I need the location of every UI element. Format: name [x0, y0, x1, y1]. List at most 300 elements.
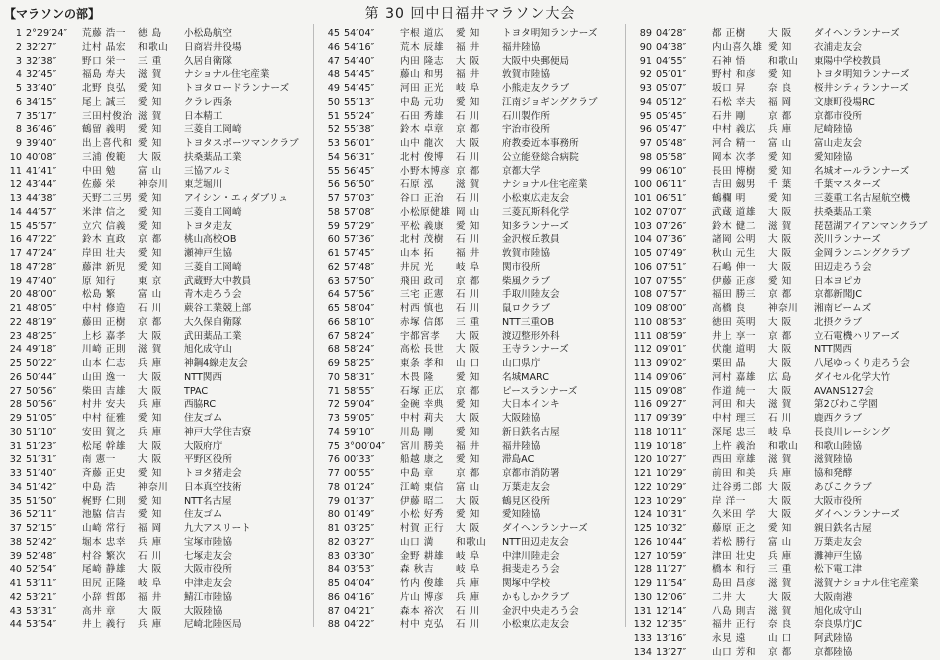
result-name: 金碗 幸典 — [400, 399, 444, 411]
result-name: 高橋 良 — [712, 303, 746, 314]
result-pref: 大 阪 — [456, 523, 480, 534]
result-time: 50′44″ — [26, 371, 57, 383]
result-rank: 67 — [327, 330, 340, 342]
result-rank: 109 — [633, 303, 652, 314]
result-team: 松下電工津 — [814, 564, 862, 576]
result-pref: 滋 賀 — [768, 454, 792, 466]
result-team: 扶桑薬品工業 — [814, 206, 872, 218]
result-row — [630, 605, 940, 619]
result-team: 奈良県庁JC — [814, 619, 862, 631]
result-pref: 福 井 — [456, 248, 480, 259]
result-team: NTT三重OB — [502, 316, 555, 328]
result-pref: 大 阪 — [768, 234, 792, 246]
result-time: 03′53″ — [344, 564, 375, 576]
result-row — [318, 233, 620, 247]
result-rank: 115 — [633, 385, 652, 397]
result-team: 日商岩井役場 — [184, 41, 242, 53]
result-rank: 3 — [15, 55, 22, 67]
result-time: 48′25″ — [26, 330, 57, 342]
result-row — [0, 247, 302, 261]
result-time: 59′04″ — [344, 399, 375, 411]
result-rank: 24 — [9, 344, 22, 356]
result-time: 48′00″ — [26, 289, 57, 301]
result-team: 大久保自衛隊 — [184, 316, 242, 328]
result-pref: 滋 賀 — [768, 220, 792, 232]
result-row — [318, 68, 620, 82]
result-rank: 101 — [633, 193, 652, 204]
result-team: ナショナル住宅産業 — [184, 69, 270, 81]
result-name: 石嶋 伸一 — [712, 261, 756, 273]
result-rank: 95 — [639, 110, 652, 122]
result-time: 2°29′24″ — [26, 28, 68, 39]
result-time: 04′04″ — [344, 578, 375, 589]
result-rank: 89 — [639, 28, 652, 39]
result-row — [0, 453, 302, 467]
result-name: 野村 和彦 — [712, 69, 756, 81]
result-team: 八尾ゆっくり走ろう会 — [814, 358, 910, 369]
result-row — [318, 55, 620, 69]
result-row — [0, 371, 302, 385]
result-time: 57′29″ — [344, 220, 375, 232]
result-team: 尼崎陸協 — [814, 124, 853, 136]
result-pref: 愛 知 — [138, 261, 162, 273]
result-time: 47′28″ — [26, 261, 57, 273]
result-row — [630, 27, 940, 41]
result-rank: 18 — [9, 261, 22, 273]
result-pref: 岐 阜 — [456, 83, 480, 94]
result-name: 橋本 和行 — [712, 564, 756, 576]
result-name: 村井 安夫 — [82, 399, 126, 411]
result-rank: 23 — [9, 330, 22, 342]
result-name: 内山喜久雄 — [712, 41, 763, 53]
result-row — [630, 178, 940, 192]
result-rank: 71 — [327, 385, 340, 397]
result-time: 09′39″ — [656, 413, 687, 424]
result-rank: 127 — [633, 550, 652, 562]
result-rank: 133 — [633, 633, 652, 644]
result-rank: 69 — [327, 358, 340, 369]
result-row — [318, 440, 620, 454]
result-team: 湘南ビームズ — [814, 303, 872, 314]
result-name: 山口 満 — [400, 536, 434, 548]
result-rank: 108 — [633, 289, 652, 301]
result-time: 52′15″ — [26, 523, 57, 534]
result-rank: 7 — [15, 110, 22, 122]
result-row — [630, 68, 940, 82]
result-row — [0, 357, 302, 371]
result-team: トヨタ猪走会 — [184, 468, 242, 479]
result-row — [318, 165, 620, 179]
result-time: 51′50″ — [26, 495, 57, 507]
result-time: 04′21″ — [344, 605, 375, 617]
result-pref: 愛 知 — [138, 193, 162, 204]
result-time: 06′51″ — [656, 193, 687, 204]
result-row — [0, 398, 302, 412]
result-name: 山崎 常行 — [82, 523, 126, 534]
result-row — [630, 137, 940, 151]
result-time: 07′07″ — [656, 206, 687, 218]
result-rank: 83 — [327, 550, 340, 562]
result-row — [318, 275, 620, 289]
result-name: 斉藤 正史 — [82, 468, 126, 479]
result-team: 大日本インキ — [502, 399, 560, 411]
result-name: 石田 秀雄 — [400, 110, 444, 122]
result-time: 47′24″ — [26, 248, 57, 259]
result-name: 河合 精一 — [712, 138, 756, 149]
result-time: 58′55″ — [344, 385, 375, 397]
result-name: 野口 栄一 — [82, 55, 126, 67]
result-row — [0, 302, 302, 316]
result-pref: 愛 知 — [768, 41, 792, 53]
result-pref: 滋 賀 — [138, 69, 162, 81]
result-team: 神鋼4線走友会 — [184, 358, 248, 369]
result-row — [0, 412, 302, 426]
result-name: 宮川 勝美 — [400, 440, 444, 452]
result-pref: 愛 知 — [456, 371, 480, 383]
result-name: 武蔵 道雄 — [712, 206, 756, 218]
result-row — [318, 206, 620, 220]
result-name: 平松 義康 — [400, 220, 444, 232]
result-rank: 6 — [15, 96, 22, 108]
result-time: 10′27″ — [656, 454, 687, 466]
result-row — [630, 646, 940, 660]
result-time: 57′45″ — [344, 248, 375, 259]
result-name: 中村 修造 — [82, 303, 126, 314]
result-row — [0, 123, 302, 137]
result-team: 三菱自工岡崎 — [184, 124, 242, 136]
result-row — [318, 357, 620, 371]
result-pref: 富 山 — [138, 289, 162, 301]
result-row — [630, 426, 940, 440]
result-pref: 富 山 — [456, 481, 480, 493]
result-team: ダイヘンランナーズ — [814, 28, 900, 39]
result-row — [630, 206, 940, 220]
result-team: 石川製作所 — [502, 110, 550, 122]
result-pref: 京 都 — [768, 646, 792, 658]
result-name: 岡本 次孝 — [712, 151, 756, 163]
result-time: 01′49″ — [344, 509, 375, 521]
result-time: 58′31″ — [344, 371, 375, 383]
result-team: 西脇RC — [184, 399, 217, 411]
results-column-1 — [0, 27, 302, 632]
result-rank: 86 — [327, 591, 340, 603]
result-name: 島田 昌彦 — [712, 578, 756, 589]
result-name: 村中 克弘 — [400, 619, 444, 631]
result-team: 大阪市役所 — [184, 564, 232, 576]
result-name: 安田 賀之 — [82, 426, 126, 438]
result-row — [318, 536, 620, 550]
result-row — [318, 426, 620, 440]
result-team: 滞島AC — [502, 454, 535, 466]
result-time: 58′24″ — [344, 344, 375, 356]
result-team: 千葉マスターズ — [814, 179, 881, 191]
result-rank: 45 — [327, 28, 340, 39]
result-time: 57′48″ — [344, 261, 375, 273]
result-team: 京都新聞JC — [814, 289, 862, 301]
result-team: 金沢中央走ろう会 — [502, 605, 579, 617]
result-row — [630, 591, 940, 605]
result-time: 44′38″ — [26, 193, 57, 204]
result-team: NTT関西 — [814, 344, 852, 356]
result-pref: 福 岡 — [768, 96, 792, 108]
result-team: 和歌山陸協 — [814, 440, 862, 452]
result-name: 坂口 昇 — [712, 83, 746, 94]
result-name: 宇都宮孝 — [400, 330, 441, 342]
result-row — [630, 536, 940, 550]
result-pref: 奈 良 — [768, 83, 792, 94]
result-name: 天野二三男 — [82, 193, 133, 204]
result-team: 日本ヨピカ — [814, 275, 862, 287]
result-rank: 98 — [639, 151, 652, 163]
result-rank: 107 — [633, 275, 652, 287]
result-pref: 愛 知 — [138, 138, 162, 149]
result-team: 王寺ランナーズ — [502, 344, 569, 356]
results-column-2 — [318, 27, 620, 632]
result-rank: 26 — [9, 371, 22, 383]
result-name: 松尾 幹雄 — [82, 440, 126, 452]
result-rank: 2 — [15, 41, 22, 53]
result-name: 竹内 俊雄 — [400, 578, 444, 589]
result-row — [318, 385, 620, 399]
result-time: 32′38″ — [26, 55, 57, 67]
result-time: 57′36″ — [344, 234, 375, 246]
result-row — [0, 178, 302, 192]
result-team: ダイヘンランナーズ — [814, 509, 900, 521]
result-name: 小松原健雄 — [400, 206, 451, 218]
result-pref: 千 葉 — [768, 179, 792, 191]
result-name: 石塚 正広 — [400, 385, 444, 397]
result-team: 瀬神戸生協 — [184, 248, 232, 259]
result-time: 12′06″ — [656, 591, 687, 603]
result-rank: 25 — [9, 358, 22, 369]
result-row — [318, 247, 620, 261]
result-row — [318, 96, 620, 110]
result-pref: 愛 知 — [138, 495, 162, 507]
result-team: 江南ジョギングクラブ — [502, 96, 598, 108]
result-row — [318, 137, 620, 151]
result-row — [630, 453, 940, 467]
result-time: 05′07″ — [656, 83, 687, 94]
result-team: 京都市消防署 — [502, 468, 560, 479]
result-name: 山中 龍次 — [400, 138, 444, 149]
result-rank: 59 — [327, 220, 340, 232]
result-team: トヨタ明知ランナーズ — [502, 28, 598, 39]
result-row — [630, 41, 940, 55]
result-rank: 10 — [9, 151, 22, 163]
result-team: 渡辺整形外科 — [502, 330, 560, 342]
result-team: トヨタ走友 — [184, 220, 232, 232]
result-team: 名城MARC — [502, 371, 549, 383]
result-name: 高松 長世 — [400, 344, 444, 356]
result-pref: 大 阪 — [138, 385, 162, 397]
result-rank: 66 — [327, 316, 340, 328]
result-team: 立石電機ハリアーズ — [814, 330, 900, 342]
result-team: 扶桑薬品工業 — [184, 151, 242, 163]
result-rank: 56 — [327, 179, 340, 191]
result-name: 鈴木 卓章 — [400, 124, 444, 136]
result-row — [0, 495, 302, 509]
result-name: 西田 章雄 — [712, 454, 756, 466]
result-row — [318, 522, 620, 536]
result-name: 佐藤 栄 — [82, 179, 116, 191]
result-team: 三菱自工岡崎 — [184, 261, 242, 273]
result-team: 日本真空技術 — [184, 481, 242, 493]
result-team: 大阪中央郵便局 — [502, 55, 570, 67]
result-name: 藤津 新児 — [82, 261, 126, 273]
results-column-3 — [630, 27, 940, 660]
result-team: 三協アルミ — [184, 165, 232, 177]
result-rank: 63 — [327, 275, 340, 287]
result-time: 08′00″ — [656, 303, 687, 314]
result-time: 07′36″ — [656, 234, 687, 246]
result-name: 小野木博彦 — [400, 165, 451, 177]
result-team: 住友ゴム — [184, 413, 223, 424]
result-name: 池脇 信吉 — [82, 509, 126, 521]
result-row — [630, 495, 940, 509]
result-pref: 滋 賀 — [456, 179, 480, 191]
result-team: 東陽中学校教員 — [814, 55, 882, 67]
result-pref: 京 都 — [768, 110, 792, 122]
result-row — [0, 577, 302, 591]
result-rank: 48 — [327, 69, 340, 81]
result-pref: 岐 阜 — [456, 261, 480, 273]
result-team: かもしかクラブ — [502, 591, 570, 603]
result-rank: 44 — [9, 619, 22, 631]
result-name: 伊藤 昭二 — [400, 495, 444, 507]
result-rank: 27 — [9, 385, 22, 397]
result-team: 第2びわこ学園 — [814, 399, 878, 411]
result-team: 山口県庁 — [502, 358, 541, 369]
result-pref: 大 阪 — [456, 344, 480, 356]
result-rank: 123 — [633, 495, 652, 507]
result-time: 56′31″ — [344, 151, 375, 163]
result-team: 日本精工 — [184, 110, 223, 122]
result-rank: 131 — [633, 605, 652, 617]
result-rank: 126 — [633, 536, 652, 548]
result-rank: 96 — [639, 124, 652, 136]
result-row — [0, 27, 302, 41]
result-row — [630, 577, 940, 591]
result-rank: 85 — [327, 578, 340, 589]
result-pref: 神奈川 — [768, 303, 799, 314]
result-pref: 福 井 — [138, 591, 162, 603]
result-row — [318, 563, 620, 577]
result-time: 10′29″ — [656, 495, 687, 507]
result-rank: 31 — [9, 440, 22, 452]
result-rank: 120 — [633, 454, 652, 466]
result-time: 10′32″ — [656, 523, 687, 534]
result-pref: 奈 良 — [768, 619, 792, 631]
result-name: 梶野 仁則 — [82, 495, 126, 507]
result-name: 鈴木 直政 — [82, 234, 126, 246]
result-team: 琵琶湖アイアンマンクラブ — [814, 220, 928, 232]
result-row — [318, 481, 620, 495]
result-rank: 81 — [327, 523, 340, 534]
result-row — [0, 233, 302, 247]
result-time: 47′40″ — [26, 275, 57, 287]
result-row — [318, 453, 620, 467]
result-name: 小辞 哲郎 — [82, 591, 126, 603]
result-team: 万葉走友会 — [502, 481, 550, 493]
result-rank: 29 — [9, 413, 22, 424]
result-team: 三菱重工名古屋航空機 — [814, 193, 910, 204]
result-team: 富山走友会 — [814, 138, 862, 149]
result-row — [0, 550, 302, 564]
result-rank: 84 — [327, 564, 340, 576]
result-rank: 16 — [9, 234, 22, 246]
result-team: 鼠ロクラブ — [502, 303, 550, 314]
result-name: 辻村 晶宏 — [82, 41, 126, 53]
result-name: 赤塚 信郎 — [400, 316, 444, 328]
section-label: 【マラソンの部】 — [4, 7, 101, 21]
result-team: あびこクラブ — [814, 481, 872, 493]
page-title: 第 30 回中日福井マラソン大会 — [364, 6, 576, 22]
result-rank: 33 — [9, 468, 22, 479]
result-name: 高井 章 — [82, 605, 116, 617]
result-time: 51′23″ — [26, 440, 57, 452]
result-row — [630, 55, 940, 69]
result-pref: 大 阪 — [456, 330, 480, 342]
result-row — [630, 618, 940, 632]
result-name: 荒木 辰雄 — [400, 41, 444, 53]
result-rank: 78 — [327, 481, 340, 493]
result-row — [0, 110, 302, 124]
result-pref: 兵 庫 — [138, 426, 162, 438]
result-name: 北村 茂樹 — [400, 234, 444, 246]
result-time: 54′45″ — [344, 83, 375, 94]
result-team: 京都陸協 — [814, 646, 853, 658]
result-name: 山口 芳和 — [712, 646, 756, 658]
result-row — [318, 330, 620, 344]
result-time: 13′27″ — [656, 646, 687, 658]
result-pref: 兵 庫 — [768, 550, 792, 562]
result-team: 小松島航空 — [184, 28, 232, 39]
result-time: 58′10″ — [344, 316, 375, 328]
result-name: 上杵 義治 — [712, 440, 756, 452]
result-row — [630, 412, 940, 426]
result-team: 親日鉄名古屋 — [814, 523, 872, 534]
result-team: 北摂クラブ — [814, 316, 862, 328]
result-name: 三宅 正憲 — [400, 289, 444, 301]
result-pref: 滋 賀 — [138, 110, 162, 122]
result-row — [630, 151, 940, 165]
result-rank: 62 — [327, 261, 340, 273]
result-team: 武田薬品工業 — [184, 330, 242, 342]
result-time: 52′11″ — [26, 509, 57, 521]
result-team: 公立能登総合病院 — [502, 151, 579, 163]
result-name: 片山 博彦 — [400, 591, 444, 603]
result-name: 中田 勉 — [82, 165, 116, 177]
result-time: 43′44″ — [26, 179, 57, 191]
result-rank: 43 — [9, 605, 22, 617]
result-pref: 愛 知 — [138, 96, 162, 108]
result-row — [318, 495, 620, 509]
result-name: 川崎 正則 — [82, 344, 126, 356]
result-time: 07′55″ — [656, 275, 687, 287]
result-time: 55′38″ — [344, 124, 375, 136]
result-name: 北野 良弘 — [82, 83, 126, 94]
result-time: 04′16″ — [344, 591, 375, 603]
result-time: 03′27″ — [344, 536, 375, 548]
result-pref: 滋 賀 — [768, 578, 792, 589]
result-pref: 石 川 — [456, 151, 480, 163]
result-team: 愛知陸協 — [502, 509, 541, 521]
result-time: 07′51″ — [656, 261, 687, 273]
result-row — [318, 41, 620, 55]
result-pref: 愛 知 — [138, 509, 162, 521]
result-team: 小松東広走友会 — [502, 619, 570, 631]
result-team: ナショナル住宅産業 — [502, 179, 588, 191]
